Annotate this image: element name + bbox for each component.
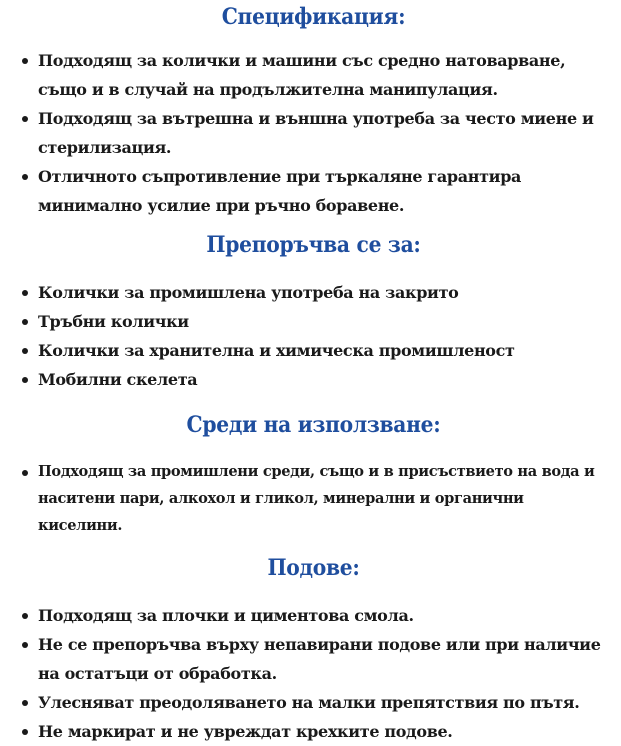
heading-floors: Подове: xyxy=(267,555,360,581)
recommended-list xyxy=(16,278,611,394)
floors-list xyxy=(16,601,611,746)
list-item: Не маркират и не увреждат крехките подове. xyxy=(38,717,611,746)
list-item: Подходящ за плочки и циментова смола. xyxy=(38,601,611,630)
heading-specification: Спецификация: xyxy=(221,4,406,30)
list-item: Подходящ за колички и машини със средно натоварване, също и в случай на продължителна манипулация. xyxy=(38,46,611,104)
heading-environments: Среди на използване: xyxy=(186,412,441,438)
list-item: Не се препоръчва върху непавирани подове или при наличие на остатъци от обработка. xyxy=(38,630,611,688)
list-item: Мобилни скелета xyxy=(38,365,611,394)
list-item: Улесняват преодоляването на малки препятствия по пътя. xyxy=(38,688,611,717)
list-item: Подходящ за вътрешна и външна употреба за често миене и стерилизация. xyxy=(38,104,611,162)
specification-list xyxy=(16,46,611,220)
environments-list xyxy=(16,458,611,539)
heading-recommended-for: Препоръчва се за: xyxy=(206,232,421,258)
list-item: Отличното съпротивление при търкаляне гарантира минимално усилие при ръчно боравене. xyxy=(38,162,611,220)
list-item: Колички за хранителна и химическа промишленост xyxy=(38,336,611,365)
list-item: Подходящ за промишлени среди, също и в присъствието на вода и наситени пари, алкохол и гликол, минерални и органични киселини. xyxy=(38,458,611,539)
list-item: Колички за промишлена употреба на закрито xyxy=(38,278,611,307)
list-item: Тръбни колички xyxy=(38,307,611,336)
